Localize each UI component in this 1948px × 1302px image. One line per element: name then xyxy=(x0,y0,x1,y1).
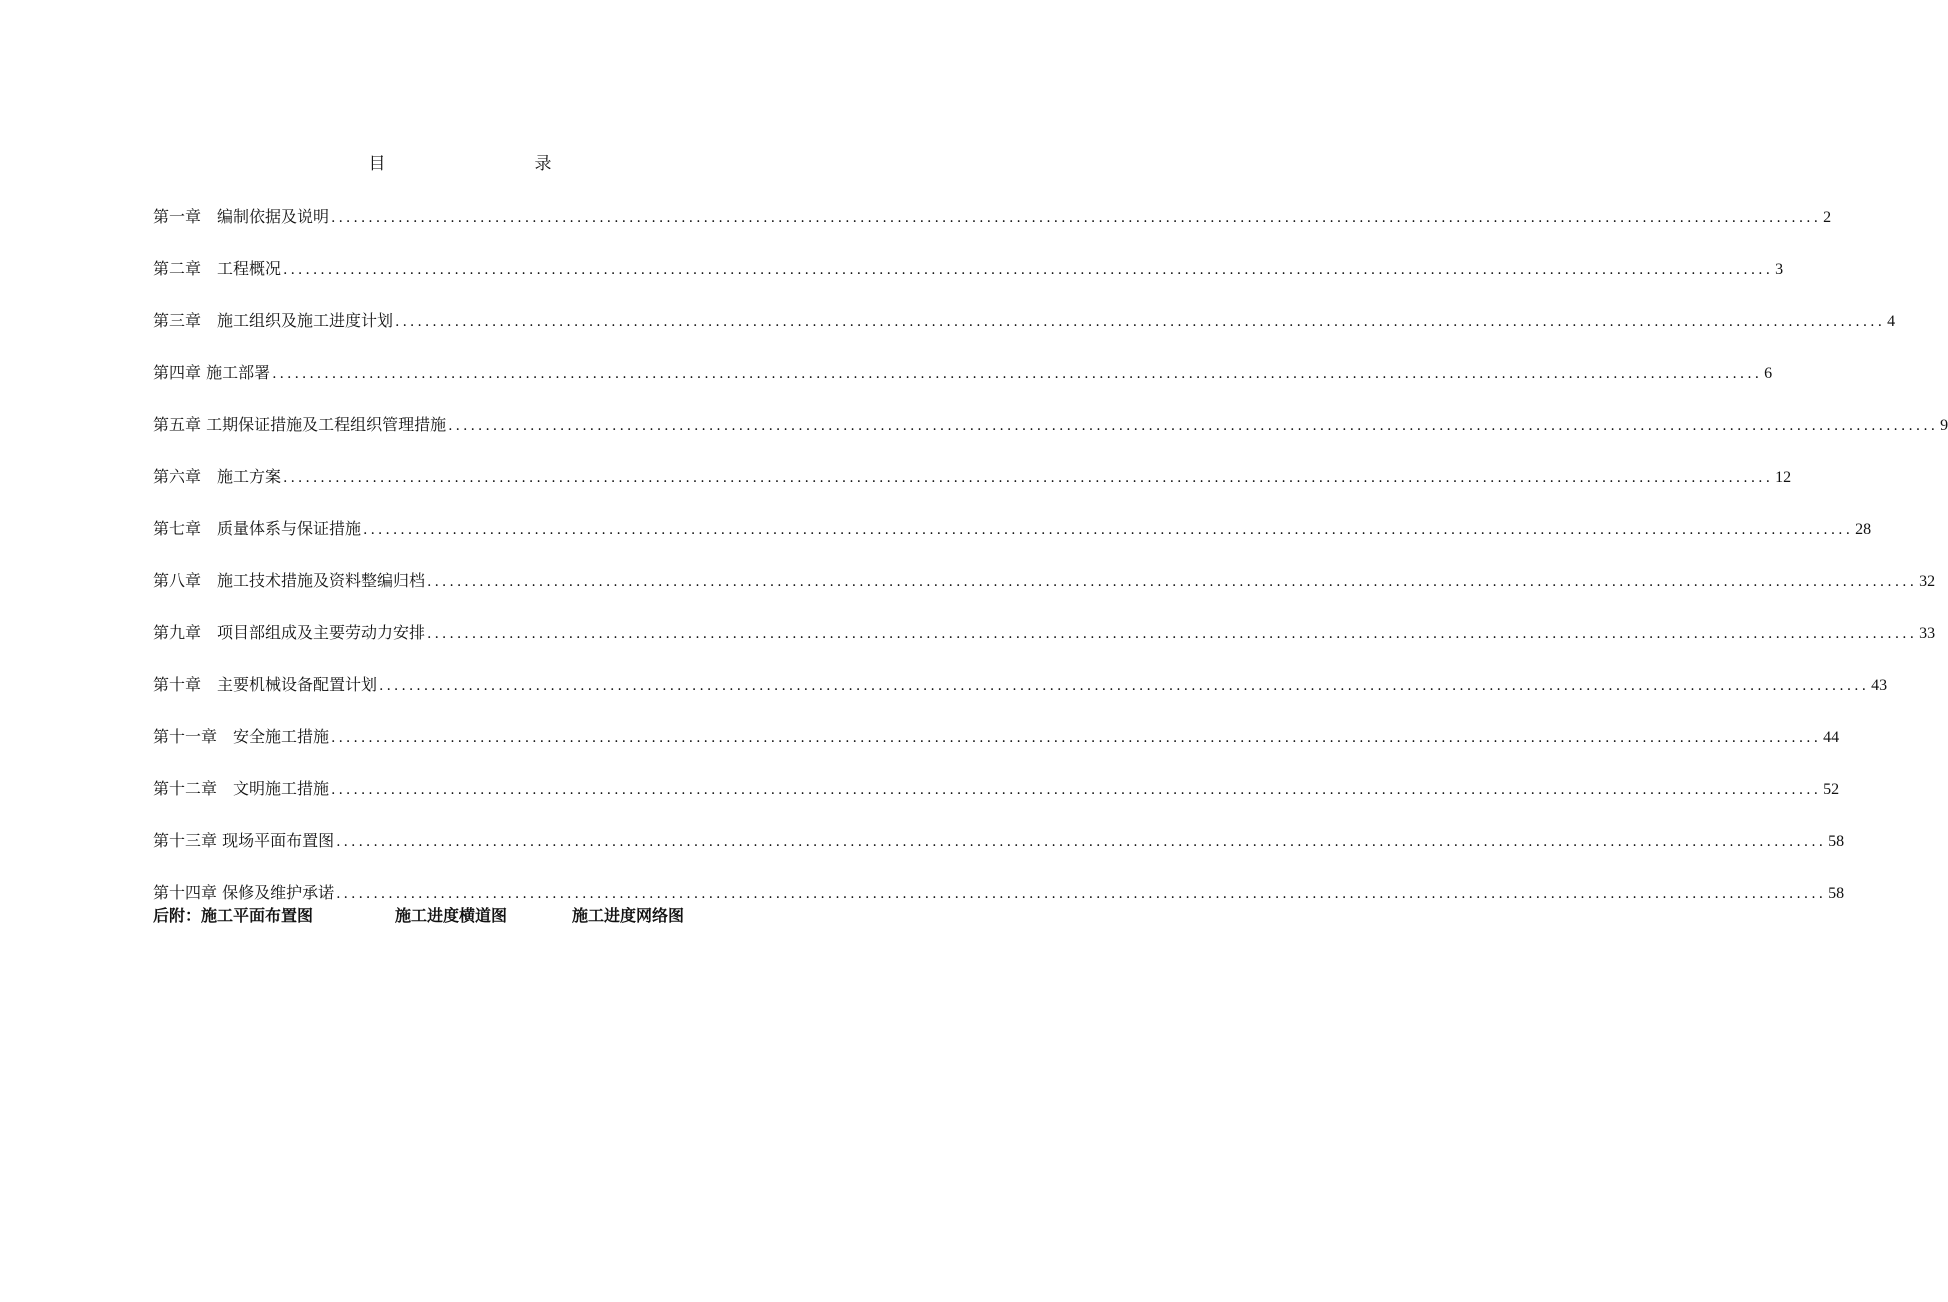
toc-entry-label: 第十一章 安全施工措施 xyxy=(153,727,330,746)
toc-leader-dots: ........................................................................................................................................................................................................ xyxy=(283,262,1774,278)
toc-page-number: 44 xyxy=(1823,729,1840,746)
toc-page-number: 12 xyxy=(1775,469,1792,486)
toc-page-number: 2 xyxy=(1823,209,1832,226)
toc-leader-dots: ........................................................................................................................................................................................................ xyxy=(331,210,1822,226)
toc-entry-label: 第一章 编制依据及说明 xyxy=(153,207,330,226)
toc-entry[interactable] xyxy=(153,569,1936,621)
toc-entry[interactable] xyxy=(153,413,1948,465)
toc-page-number: 33 xyxy=(1919,625,1936,642)
toc-page-number: 4 xyxy=(1887,313,1896,330)
toc-leader-dots: ........................................................................................................................................................................................................ xyxy=(272,366,1763,382)
appendix-gantt-chart: 施工进度横道图 xyxy=(395,906,508,925)
toc-entry-label: 第五章 工期保证措施及工程组织管理措施 xyxy=(153,415,447,434)
toc-page-number: 52 xyxy=(1823,781,1840,798)
toc-leader-dots: ........................................................................................................................................................................................................ xyxy=(379,678,1870,694)
toc-leader-dots: ........................................................................................................................................................................................................ xyxy=(283,470,1774,486)
toc-page-number: 9 xyxy=(1940,417,1948,434)
toc-leader-dots: ........................................................................................................................................................................................................ xyxy=(331,782,1822,798)
toc-entry[interactable] xyxy=(153,777,1840,829)
toc-page-number: 28 xyxy=(1855,521,1872,538)
toc-entry[interactable] xyxy=(153,673,1888,725)
toc-entry[interactable] xyxy=(153,361,1773,413)
toc-entry[interactable] xyxy=(153,829,1845,881)
toc-entry-label: 第七章 质量体系与保证措施 xyxy=(153,519,362,538)
toc-entry-label: 第十二章 文明施工措施 xyxy=(153,779,330,798)
toc-entry-label: 第十章 主要机械设备配置计划 xyxy=(153,675,378,694)
toc-entry-label: 第六章 施工方案 xyxy=(153,467,282,486)
toc-entry[interactable] xyxy=(153,465,1792,517)
toc-entry-label: 第十三章 现场平面布置图 xyxy=(153,831,335,850)
toc-entry[interactable] xyxy=(153,725,1840,777)
toc-leader-dots: ........................................................................................................................................................................................................ xyxy=(427,574,1918,590)
toc-page-number: 3 xyxy=(1775,261,1784,278)
appendix-network-diagram: 施工进度网络图 xyxy=(572,906,685,925)
toc-leader-dots: ........................................................................................................................................................................................................ xyxy=(427,626,1918,642)
toc-entry[interactable] xyxy=(153,257,1784,309)
toc-page-number: 43 xyxy=(1871,677,1888,694)
toc-leader-dots: ........................................................................................................................................................................................................ xyxy=(331,730,1822,746)
toc-entry[interactable] xyxy=(153,309,1896,361)
toc-leader-dots: ........................................................................................................................................................................................................ xyxy=(395,314,1886,330)
toc-leader-dots: ........................................................................................................................................................................................................ xyxy=(336,834,1827,850)
toc-entry-label: 第八章 施工技术措施及资料整编归档 xyxy=(153,571,426,590)
toc-page-number: 6 xyxy=(1764,365,1773,382)
toc-page-number: 58 xyxy=(1828,885,1845,902)
toc-leader-dots: ........................................................................................................................................................................................................ xyxy=(448,418,1939,434)
toc-leader-dots: ........................................................................................................................................................................................................ xyxy=(336,886,1827,902)
toc-entry-label: 第三章 施工组织及施工进度计划 xyxy=(153,311,394,330)
toc-page-number: 58 xyxy=(1828,833,1845,850)
toc-entry[interactable] xyxy=(153,205,1832,257)
toc-entry-label: 第四章 施工部署 xyxy=(153,363,271,382)
appendix-site-plan: 后附：施工平面布置图 xyxy=(153,906,314,925)
toc-entry-label: 第十四章 保修及维护承诺 xyxy=(153,883,335,902)
toc-page-number: 32 xyxy=(1919,573,1936,590)
appendix-line xyxy=(153,904,684,928)
page-title: 目 录 xyxy=(368,154,618,174)
toc-leader-dots: ........................................................................................................................................................................................................ xyxy=(363,522,1854,538)
toc-entry[interactable] xyxy=(153,517,1872,569)
toc-entry-label: 第二章 工程概况 xyxy=(153,259,282,278)
toc-entry-label: 第九章 项目部组成及主要劳动力安排 xyxy=(153,623,426,642)
toc-entry[interactable] xyxy=(153,621,1936,673)
table-of-contents xyxy=(153,205,1948,933)
